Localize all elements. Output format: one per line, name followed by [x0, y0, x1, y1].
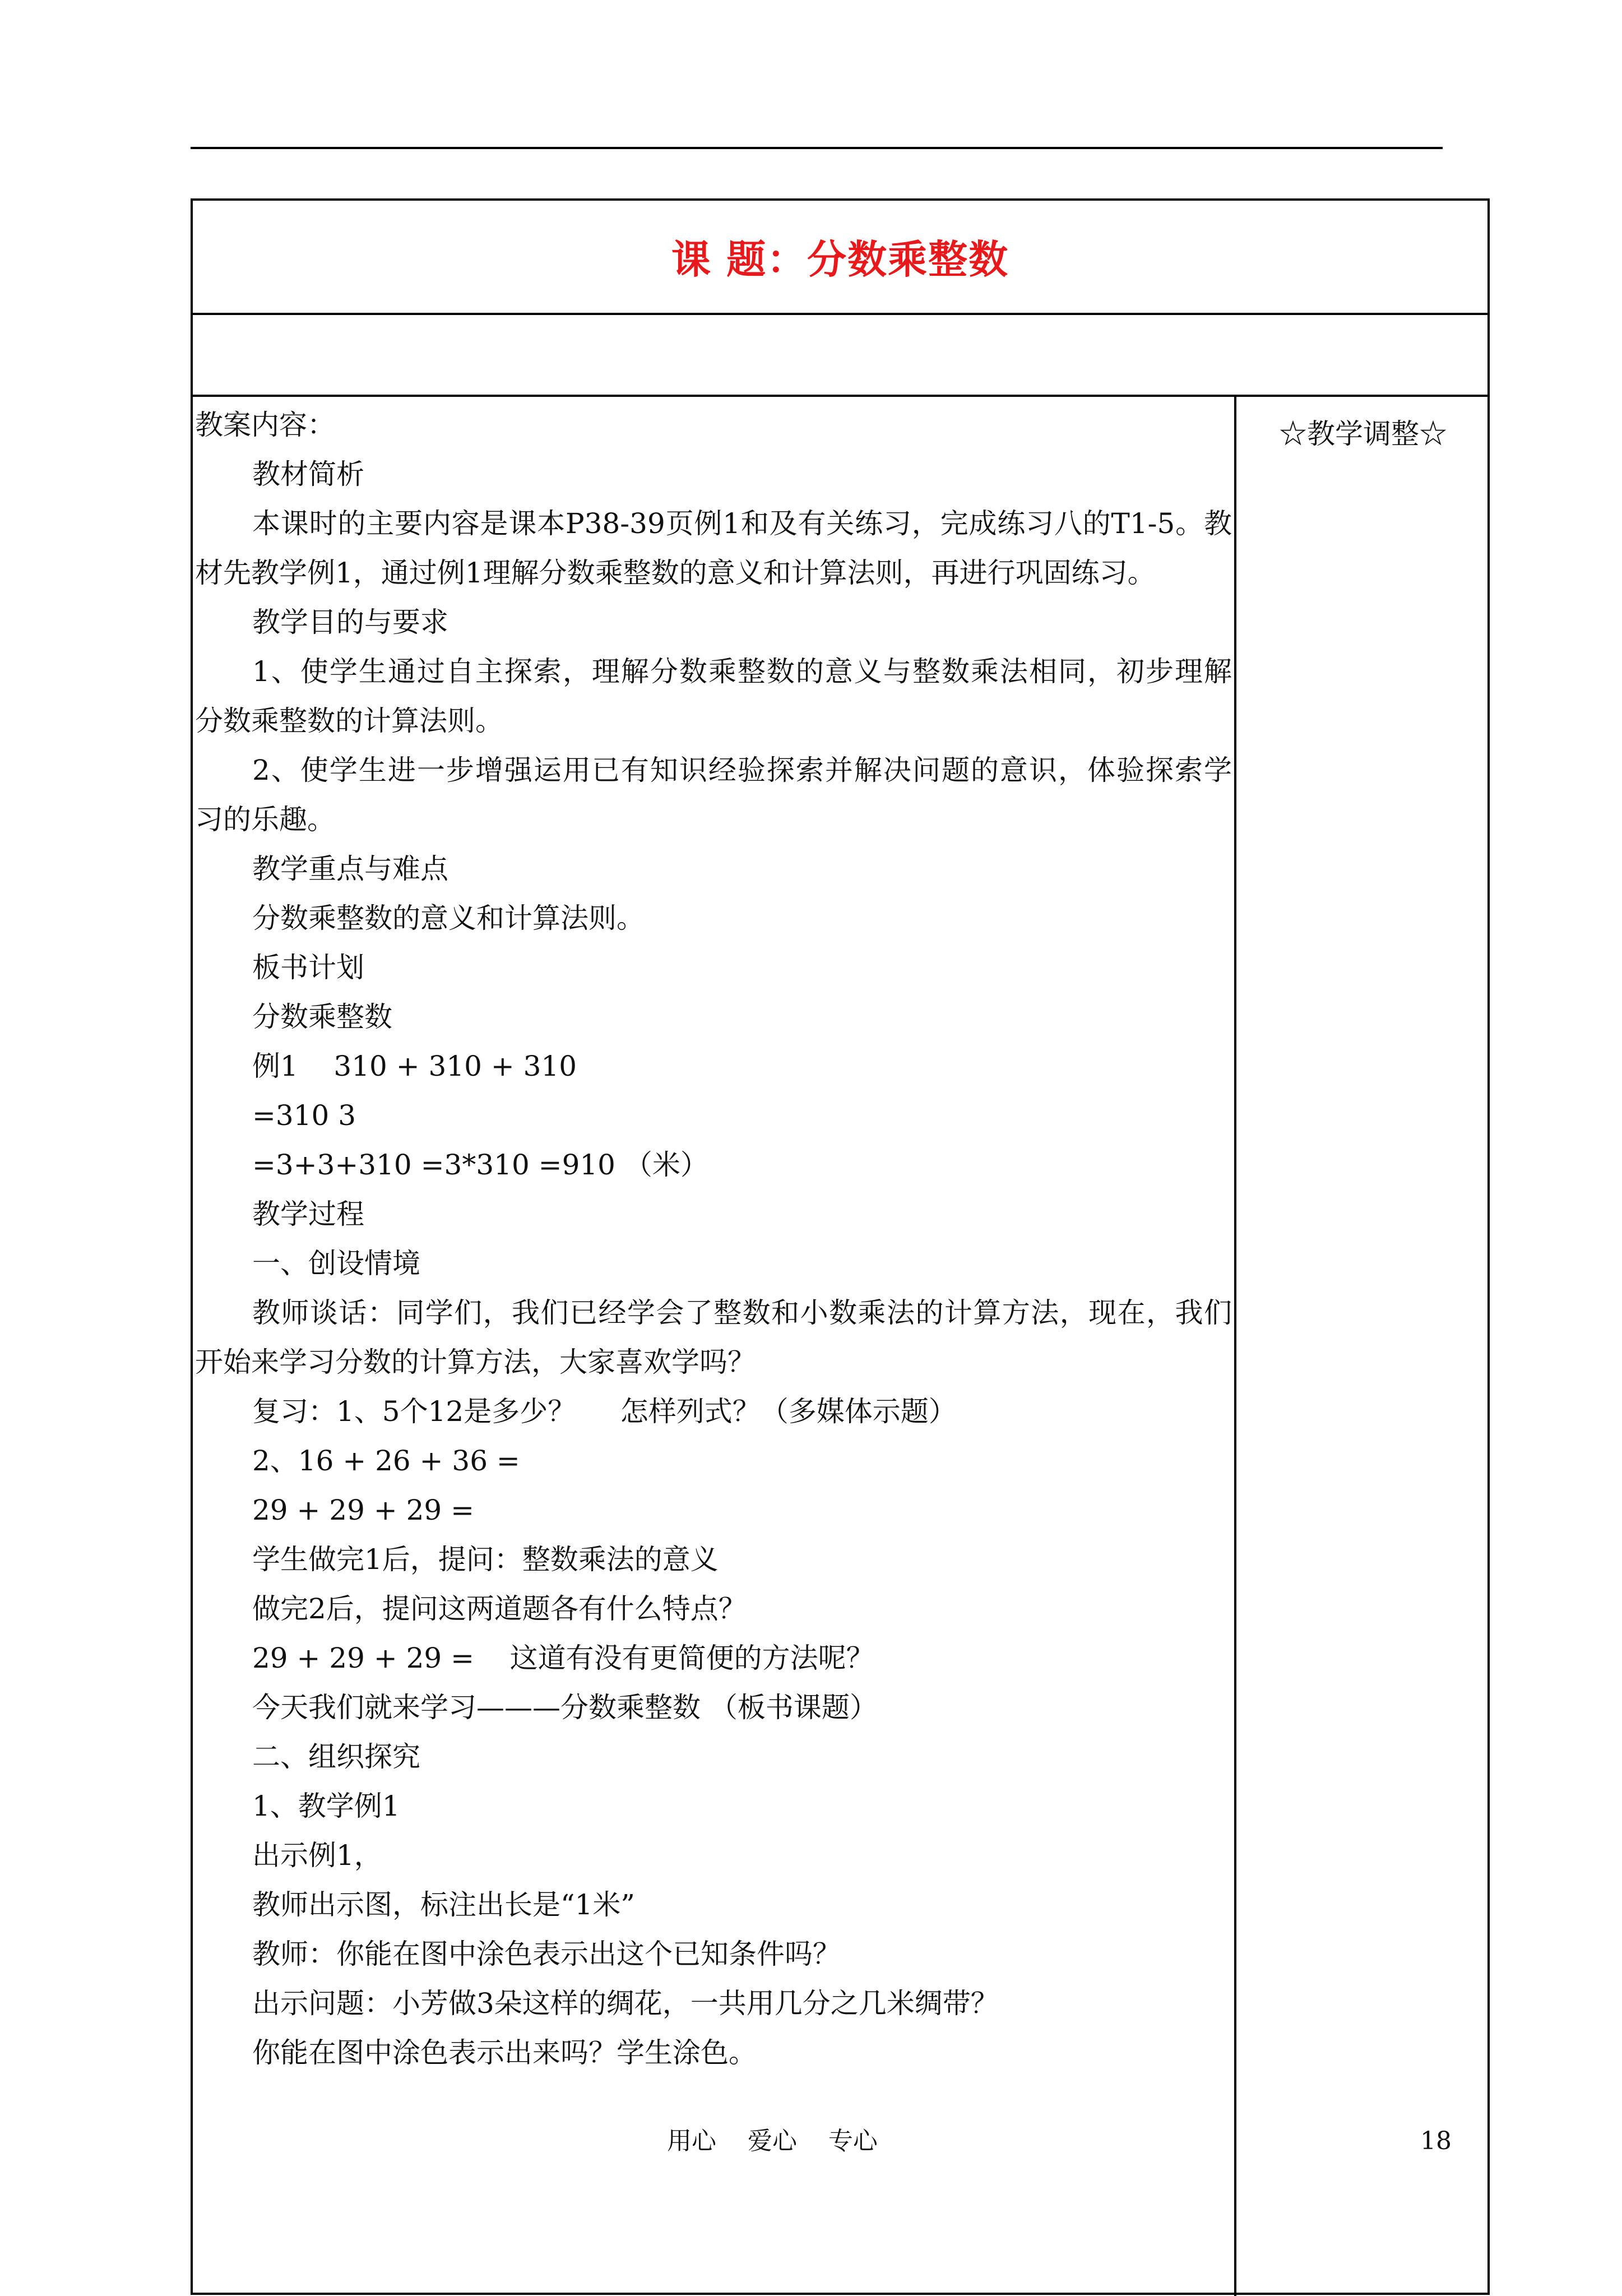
content-line: 习的乐趣。	[195, 803, 335, 836]
content-line: 教学过程	[252, 1198, 364, 1230]
content-line: 分数乘整数的计算法则。	[195, 705, 503, 737]
content-line: 29 + 29 + 29 =	[252, 1494, 475, 1526]
content-line: 学生做完1后，提问：整数乘法的意义	[252, 1543, 719, 1576]
content-line: 教师出示图，标注出长是“1米”	[252, 1888, 635, 1921]
header-rule	[191, 147, 1443, 149]
content-line: 你能在图中涂色表示出来吗？学生涂色。	[252, 2036, 757, 2069]
content-line: 二、组织探究	[252, 1740, 420, 1773]
lesson-content	[195, 400, 1232, 2077]
content-line: =3+3+310 =3*310 =910 （米）	[252, 1149, 708, 1181]
content-line: 开始来学习分数的计算方法，大家喜欢学吗？	[195, 1346, 756, 1378]
content-line: 复习：1、5个12是多少？ 怎样列式？（多媒体示题）	[252, 1395, 957, 1428]
content-line: 今天我们就来学习———分数乘整数 （板书课题）	[252, 1691, 878, 1724]
content-line: 本课时的主要内容是课本P38-39页例1和及有关练习，完成练习八的T1-5。教	[252, 507, 1232, 540]
content-line: 例1 310 + 310 + 310	[252, 1050, 577, 1082]
content-line: 教案内容：	[195, 409, 335, 441]
content-line: 29 + 29 + 29 = 这道有没有更简便的方法呢？	[252, 1642, 874, 1674]
content-line: 教学重点与难点	[252, 853, 448, 885]
content-line: 教材简析	[252, 458, 364, 490]
content-line: =310 3	[252, 1099, 356, 1132]
lesson-title: 课 题：分数乘整数	[671, 235, 1009, 283]
teaching-adjustment-heading: ☆教学调整☆	[1279, 418, 1447, 450]
blank-row-divider	[191, 395, 1490, 397]
content-line: 出示例1，	[252, 1839, 382, 1872]
content-line: 教学目的与要求	[252, 606, 448, 638]
content-line: 教师：你能在图中涂色表示出这个已知条件吗？	[252, 1938, 841, 1970]
content-line: 一、创设情境	[252, 1247, 420, 1280]
column-divider	[1234, 396, 1236, 2296]
content-line: 1、教学例1	[252, 1790, 400, 1822]
content-line: 1、使学生通过自主探索，理解分数乘整数的意义与整数乘法相同，初步理解	[252, 655, 1232, 688]
content-line: 分数乘整数的意义和计算法则。	[252, 902, 645, 934]
content-line: 板书计划	[252, 951, 364, 984]
content-line: 2、使学生进一步增强运用已有知识经验探索并解决问题的意识，体验探索学	[252, 754, 1232, 786]
content-line: 2、16 + 26 + 36 =	[252, 1445, 520, 1477]
page-number: 18	[1420, 2127, 1452, 2155]
content-line: 教师谈话：同学们，我们已经学会了整数和小数乘法的计算方法，现在，我们	[252, 1297, 1232, 1329]
content-line: 分数乘整数	[252, 1001, 392, 1033]
content-line: 材先教学例1，通过例1理解分数乘整数的意义和计算法则，再进行巩固练习。	[195, 557, 1156, 589]
content-line: 做完2后，提问这两道题各有什么特点？	[252, 1593, 747, 1625]
footer-motto: 用心 爱心 专心	[667, 2127, 878, 2155]
content-line: 出示问题：小芳做3朵这样的绸花，一共用几分之几米绸带？	[252, 1987, 999, 2020]
